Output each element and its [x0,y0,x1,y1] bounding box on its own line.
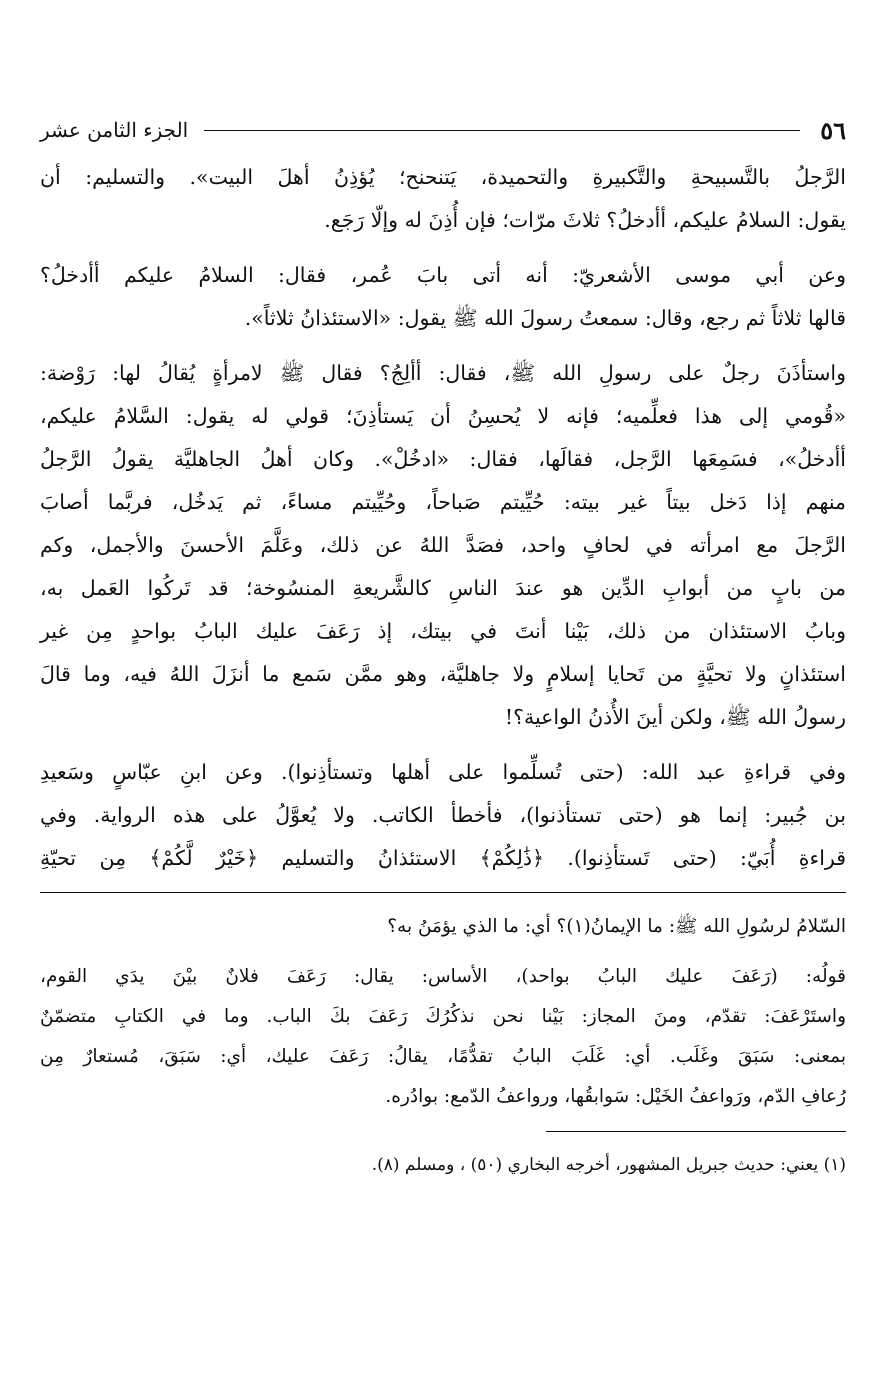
main-text [40,156,846,880]
commentary [40,907,846,1117]
book-page [40,110,846,1180]
paragraph [40,352,846,739]
text-line: بمعنى: سَبَقَ وغَلَب. أي: غَلَبَ البابُ تقدُّمًا، يقالُ: رَعَفَ عليك، أي: سَبَقَ، مُستعارٌ مِن [40,1046,846,1067]
commentary-paragraph [40,907,846,947]
text-line: وعن أبي موسى الأشعريّ: أنه أتى بابَ عُمر، فقال: السلامُ عليكم أأدخلُ؟ [40,263,846,287]
text-line: وبابُ الاستئذان من ذلك، بَيْنا أنتَ في بيتك، إذ رَعَفَ عليك البابُ بواحدٍ مِن غير [40,619,846,643]
footnote-divider [546,1131,846,1132]
paragraph [40,751,846,880]
running-header [40,110,846,150]
footnote: (١) يعني: حديث جبريل المشهور، أخرجه البخاري (٥٠) ، ومسلم (٨). [371,1155,846,1175]
text-line: منهم إذا دَخل بيتاً غير بيته: حُيِّيتم صَباحاً، وحُيِّيتم مساءً، ثم يَدخُل، فربَّما أصابَ [40,490,846,514]
text-line: واستَرْعَفَ: تقدّم، ومنَ المجاز: بَيْنا نحن نذكُرُكَ رَعَفَ بكَ الباب. وما في الكتابِ متضمّنٌ [40,1006,846,1027]
text-line: من بابٍ من أبوابِ الدِّين هو عندَ الناسِ كالشَّريعةِ المنسُوخة؛ قد تَركُوا العَمل به، [40,576,846,600]
text-line: استئذانٍ ولا تحيَّةٍ من تَحايا إسلامٍ ولا جاهليَّة، وهو ممَّن سَمع ما أنزَلَ اللهُ فيه، وما قالَ [40,662,846,686]
page-number: ٥٦ [820,115,846,145]
paragraph [40,156,846,242]
text-line: واستأذَنَ رجلٌ على رسولِ الله ﷺ، فقال: أألِجُ؟ فقال ﷺ لامرأةٍ يُقالُ لها: رَوْضة: [40,361,846,385]
header-rule [204,130,800,131]
text-line: قراءةِ أُبَيّ: (حتى تَستأذِنوا). ﴿ذَٰلِكُمْ﴾ الاستئذانُ والتسليم ﴿خَيْرٌ لَّكُمْ﴾ مِن تحيّةِ [40,846,846,870]
text-line: رُعافِ الدّم، ورَواعفُ الخَيْل: سَوابقُها، ورواعفُ الدّمع: بوادُره. [385,1086,846,1107]
commentary-paragraph [40,957,846,1117]
text-line: الرَّجلُ بالتَّسبيحةِ والتَّكبيرةِ والتحميدة، يَتنحنح؛ يُؤذِنُ أهلَ البيت». والتسليم: أن [40,165,846,189]
running-title: الجزء الثامن عشر [40,118,189,142]
text-line: قالها ثلاثاً ثم رجع، وقال: سمعتُ رسولَ الله ﷺ يقول: «الاستئذانُ ثلاثاً». [244,306,846,330]
text-line: بن جُبير: إنما هو (حتى تستأذنوا)، فأخطأ الكاتب. ولا يُعوَّلُ على هذه الرواية. وفي [40,803,846,827]
text-line: الرَّجلَ مع امرأته في لحافٍ واحد، فصَدَّ اللهُ عن ذلك، وعَلَّمَ الأحسنَ والأجمل، وكم [40,533,846,557]
text-line: رسولُ الله ﷺ، ولكن أينَ الأُذنُ الواعية؟! [504,705,846,729]
text-line: «قُومي إلى هذا فعلِّميه؛ فإنه لا يُحسِنُ أن يَستأذِنَ؛ قولي له يقول: السَّلامُ عليكم، [40,404,846,428]
text-line: وفي قراءةِ عبد الله: (حتى تُسلِّموا على أهلها وتستأذِنوا). وعن ابنِ عبّاسٍ وسَعيدِ [40,760,846,784]
paragraph [40,254,846,340]
text-line: يقول: السلامُ عليكم، أأدخلُ؟ ثلاثَ مرّات؛ فإن أُذِنَ له وإلّا رَجَع. [324,208,846,232]
commentary-divider [40,892,846,893]
text-line: السّلامُ لرسُولِ الله ﷺ: ما الإيمانُ(١)؟ أي: ما الذي يؤمَنُ به؟ [387,916,846,937]
text-line: أأدخلُ»، فسَمِعَها الرَّجل، فقالَها، فقال: «ادخُلْ». وكان أهلُ الجاهليَّة يقولُ الرَّجلُ [40,447,846,471]
text-line: قولُه: (رَعَفَ عليك البابُ بواحد)، الأساس: يقال: رَعَفَ فلانٌ بيْنَ يدَي القوم، [40,966,846,987]
